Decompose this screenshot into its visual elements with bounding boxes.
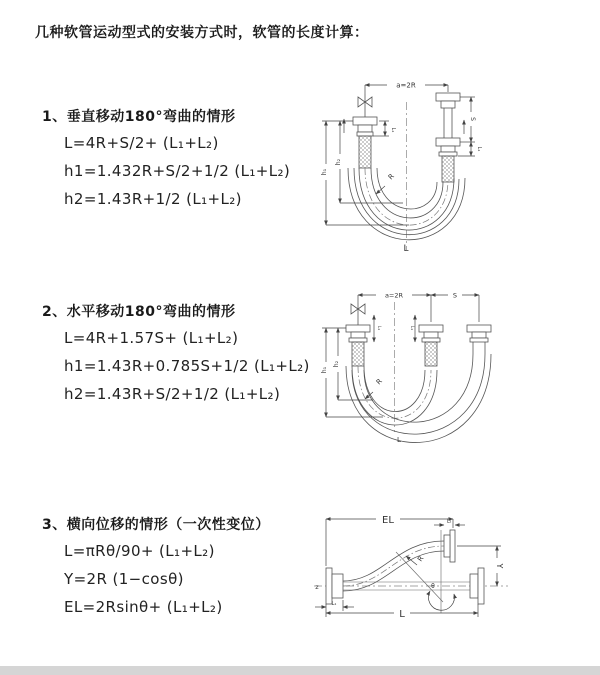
dim-h2-label: h₂ (333, 360, 340, 368)
dim-a2r (365, 82, 448, 95)
dim-l1-label: L₁ (331, 601, 337, 607)
dim-l1-left-label: L₁ (390, 127, 396, 133)
right-hose-stub (473, 342, 485, 354)
left-braided-hose (352, 342, 364, 366)
scan-edge (0, 666, 600, 675)
section3-formula-Y: Y=2R (1−cosθ) (64, 570, 184, 588)
dim-l2 (434, 519, 465, 526)
radius-label: R (416, 554, 426, 564)
u-bend-hose-arcs (346, 354, 491, 443)
right-flange (467, 325, 491, 342)
diagram-vertical-180-bend (313, 72, 588, 257)
dim-l1-mid-label: L₁ (409, 325, 414, 331)
page-title: 几种软管运动型式的安装方式时，软管的长度计算： (35, 25, 369, 41)
dim-l-label: L (399, 609, 405, 620)
middle-braided-hose (425, 342, 437, 366)
theta-label: θ (431, 583, 435, 590)
section2-formula-L: L=4R+1.57S+ (L₁+L₂) (64, 329, 239, 347)
dim-l1-left (374, 315, 382, 342)
section2-heading: 2、水平移动180°弯曲的情形 (42, 304, 236, 320)
left-flange (353, 117, 377, 136)
dim-a2r-label: a=2R (396, 81, 416, 90)
section1-heading: 1、垂直移动180°弯曲的情形 (42, 109, 236, 125)
dim-h2-label: h₂ (335, 158, 342, 166)
left-flange (346, 325, 370, 342)
section3-heading: 3、横向位移的情形（一次性变位） (42, 517, 270, 533)
dim-el (326, 515, 453, 566)
left-braided-hose (359, 136, 371, 168)
valve-icon (358, 94, 372, 117)
section1-formula-L: L=4R+S/2+ (L₁+L₂) (64, 134, 219, 152)
dim-s-label: S (469, 117, 476, 121)
dim-l1-right (458, 142, 482, 156)
section2-formula-h2: h2=1.43R+S/2+1/2 (L₁+L₂) (64, 385, 281, 403)
diagram-horizontal-180-bend (313, 282, 600, 450)
dim-s (460, 97, 476, 142)
dim-l1-right-label: L₁ (476, 146, 482, 152)
dim-el-label: EL (382, 515, 394, 526)
dim-l1-left-label: L₁ (376, 325, 381, 331)
dim-l (326, 604, 478, 620)
dim-a2r-label: a=2R (384, 291, 404, 300)
section2-formula-h1: h1=1.43R+0.785S+1/2 (L₁+L₂) (64, 357, 310, 375)
z-mark: z (315, 583, 319, 591)
length-label: L (397, 436, 401, 444)
dim-l1-mid (409, 315, 415, 342)
section1-formula-h1: h1=1.432R+S/2+1/2 (L₁+L₂) (64, 162, 291, 180)
upper-flange (444, 530, 455, 562)
dim-h1-label: h₁ (321, 168, 328, 176)
left-flange (326, 568, 343, 604)
radius-label: R (386, 172, 396, 182)
radius-callout (406, 554, 426, 565)
length-label: L (403, 244, 409, 254)
radius-label: R (374, 377, 384, 387)
section3-formula-L: L=πRθ/90+ (L₁+L₂) (64, 542, 215, 560)
dim-s-label: S (452, 291, 458, 300)
dim-l2-label: L₂ (446, 518, 452, 525)
diagram-lateral-displacement (296, 500, 596, 640)
dim-a2r (358, 292, 431, 300)
right-pipe (436, 93, 460, 182)
dim-h1-label: h₁ (321, 366, 328, 374)
section3-formula-EL: EL=2Rsinθ+ (L₁+L₂) (64, 598, 223, 616)
dim-y-label: Y (495, 563, 504, 569)
middle-flange (419, 325, 443, 342)
valve-icon (351, 303, 365, 325)
dim-l1 (315, 600, 354, 611)
section1-formula-h2: h2=1.43R+1/2 (L₁+L₂) (64, 190, 242, 208)
dim-s (358, 292, 479, 323)
s-curve-hose (343, 541, 444, 591)
radius-callout (365, 377, 384, 399)
